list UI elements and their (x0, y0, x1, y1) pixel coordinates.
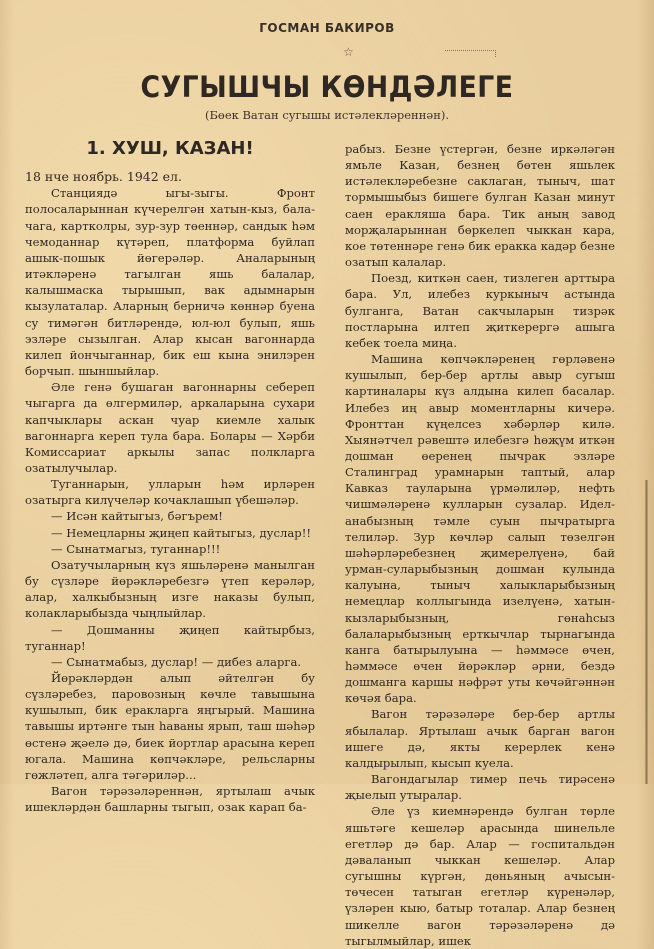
dialogue-line: — Дошманны җиңеп кайтырбыз, туганнар! (25, 622, 315, 653)
author-name: ГОСМАН БАКИРОВ (259, 21, 395, 35)
paragraph: Машина көпчәкләренең гөрләвенә кушылып, бер-бер артлы авыр сугыш картиналары күз алдына килеп басалар. Илебез иң авыр моментларны кичерә. Фронттан күңелсез хәбәрләр килә. Хыянәтчел рәвештә илебезгә һөҗүм иткән дошман өеренең пычрак эзләре Сталинград урамнарын таптый, алар Кавказ тауларына үрмәлиләр, нефть чишмәләренә кулларын сузалар. Идел-анабызның тәмле суын пычратырга телиләр. Зур көчләр салып төзелгән шәһәрләребезнең җимерелүенә, бай урман-суларыбызның дошман кулында калуына, тыныч халыкларыбызның немецлар коллыгында изелүенә, хатын-кызларыбызның, гөнаһсыз балаларыбызның ерткычлар тырнагында канга батырылуына — һәммәсе өчен, һәммәсе өчен йөрәкләр әрни, бездә дошманга каршы нәфрәт уты көчәйгәннән көчәя бара. (345, 352, 615, 706)
dialogue-line: — Сынатмагыз, туганнар!!! (51, 541, 221, 556)
paragraph: Озатучыларның күз яшьләренә манылган бу сүзләре йөрәкләребезгә үтеп керәләр, алар, халкыбызның изге наказы булып, колакларыбызда чыңлыйлар. (25, 557, 315, 621)
right-column (345, 141, 615, 949)
page-title: СУГЫШЧЫ КӨНДӘЛЕГЕ (140, 70, 514, 104)
dialogue-line: — Сынатмабыз, дуслар! — дибез аларга. (51, 654, 302, 669)
paragraph: рабыз. Безне үстергән, безне иркәләгән ямьле Казан, безнең бөтен яшьлек истәлекләребезне саклаган, тыныч, шат тормышыбыз бишеге булган Казан минут саен еракляша бара. Тик аның завод морҗаларыннан бөркелеп чыккан кара, кое төтеннәре генә бик еракка кадәр безне озатып калалар. (345, 142, 615, 270)
paragraph: Вагондагылар тимер печь тирәсенә җыелып утыралар. (345, 772, 615, 803)
page-fold-line (645, 480, 648, 784)
left-column (25, 135, 315, 815)
paragraph: Станциядә ыгы-зыгы. Фронт полосаларыннан күчерелгән хатын-кыз, бала-чага, картколры, зур-зур төеннәр, сандык һәм чемоданнар күтәреп, платформа буйлап ашык-пошык йөгерәләр. Аналарының итәкләренә тагылган яшь балалар, калышмаска тырышып, вак адымнарын кызулаталар. Аларның берничә көннәр буена су тимәгән битләрендә, юл-юл булып, яшь эзләре сызылган. Алар кысан вагоннарда килеп йончыганнар, бик еш кына энилэрен борчып. шыншыйлар. (25, 186, 315, 379)
chapter-date: 18 нче ноябрь. 1942 ел. (25, 169, 182, 185)
paragraph: Йөрәкләрдән алып әйтелгән бу сүзләребез, паровозның көчле тавышына кушылып, бик еракларга яңгырый. Машина тавышы иртәнге тын һаваны ярып, таш шәһәр өстенә җәелә дә, биек йортлар арасына кереп югала. Машина көпчәкләре, рельсларны гөжләтеп, алга тәгәриләр... (25, 671, 315, 782)
dialogue-line: — Исән кайтыгыз, бәгърем! (51, 509, 223, 524)
paragraph: Поезд, киткән саен, тизлеген арттыра бара. Ул, илебез куркыныч астында булганга, Ватан сакчыларын тизрәк постларына илтеп җиткерергә ашыга кебек тоела миңа. (345, 271, 615, 350)
page-subtitle: (Бөек Ватан сугышы истәлекләреннән). (204, 108, 450, 122)
paragraph: Вагон тәрәзәләре бер-бер артлы ябылалар. Яртылаш ачык барган вагон ишеге дә, якты керерлек кенә калдырылып, кысып куела. (345, 707, 615, 770)
paragraph: Туганнарын, улларын һәм ирләрен озатырга килүчеләр кочаклашып үбешәләр. (25, 477, 315, 508)
chapter-heading: 1. ХУШ, КАЗАН! (86, 138, 254, 159)
paragraph: Әле генә бушаган вагоннарны себереп чыгарга да өлгермиләр, аркаларына сухари капчыклары аскан чуар киемле халык вагоннарга кереп тула бара. Болары — Хәрби Комиссариат аркылы запас полкларга озатылучылар. (25, 380, 315, 475)
dialogue-line: — Немецларны җиңеп кайтыгыз, дуслар!! (51, 525, 312, 540)
star-ornament-icon: ☆ (343, 45, 354, 59)
stray-pencil-mark (445, 50, 496, 57)
paragraph: Вагон тәрәзәләреннән, яртылаш ачык ишекләрдән башларны тыгып, озак карап ба- (25, 784, 315, 815)
paragraph: Әле үз киемнәрендә булган төрле яшьтәге кешеләр арасында шинельле егетләр дә бар. Алар — госпитальдән дәваланып чыккан кешеләр. Алар сугышны күргән, дөньяның ачысын-төчесен татыган егетләр күренәләр, үзләрен кыю, батыр тоталар. Алар безнең шикелле вагон тәрәзәләренә дә тыгылмыйлар, ишек (345, 804, 615, 948)
